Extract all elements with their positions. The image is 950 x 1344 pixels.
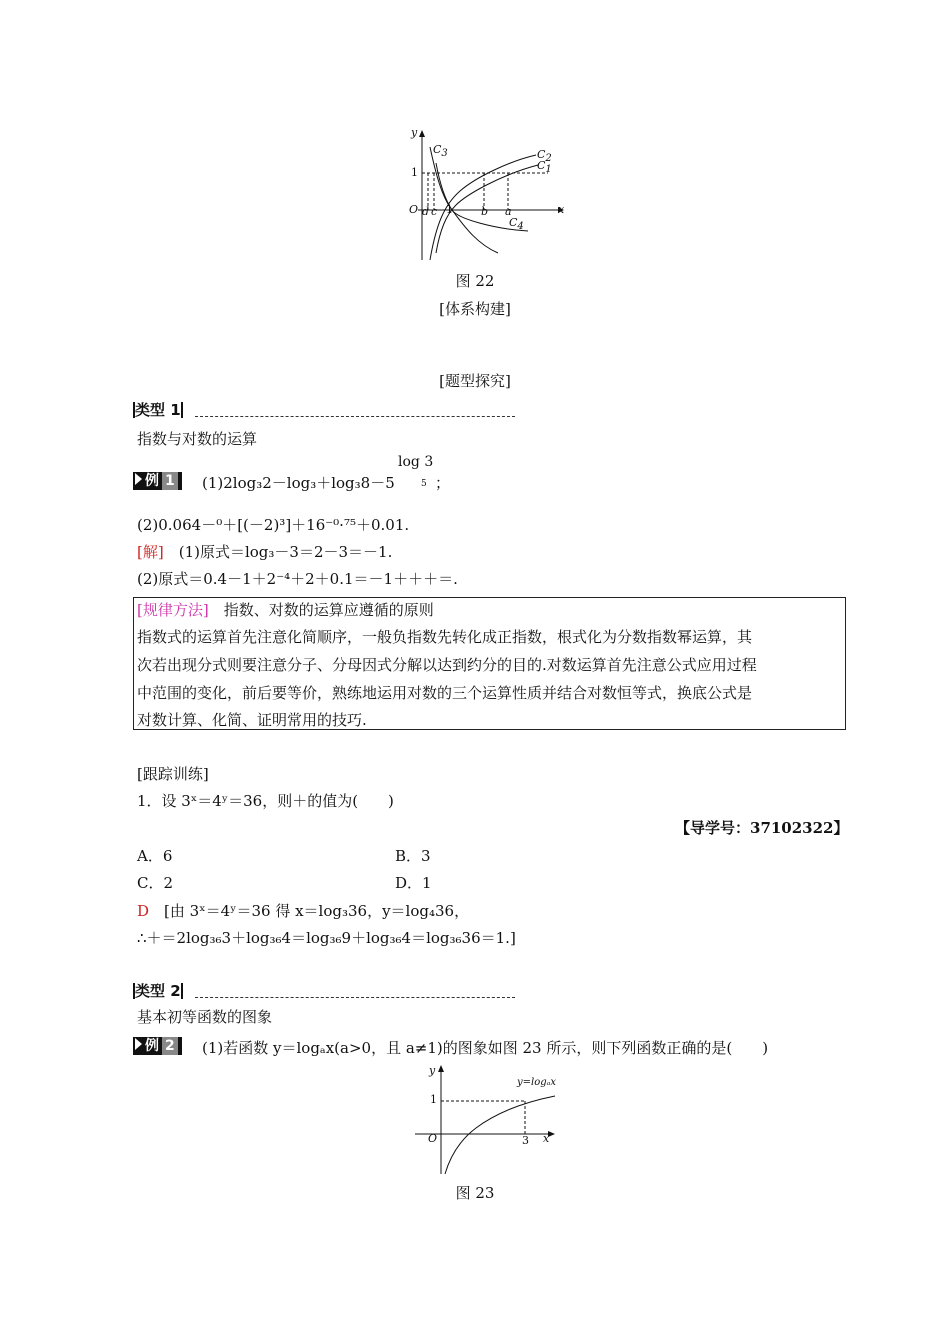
example1-exponent: log 3 (398, 454, 434, 470)
method-line-2: 次若出现分式则要注意分子、分母因式分解以达到约分的目的.对数运算首先注意公式应用过程 (137, 656, 757, 674)
method-heading: [规律方法] 指数、对数的运算应遵循的原则 (137, 601, 434, 619)
fig22-c-label: c (431, 205, 438, 218)
method-line-3: 中范围的变化，前后要等价，熟练地运用对数的三个运算性质并结合对数恒等式，换底公式是 (137, 684, 753, 702)
fig23-caption: 图 23 (455, 1184, 495, 1202)
fig22-curve-c3 (430, 147, 498, 253)
fig22-c3-label: $C_3$ (433, 143, 448, 160)
fig22-origin: O (409, 203, 419, 216)
example2-text: (1)若函数 y＝logₐx(a>0，且 a≠1)的图象如图 23 所示，则下列函数正确的是( ) (202, 1039, 769, 1057)
option-d: D．1 (395, 874, 432, 892)
fig23-x-label: x (543, 1132, 550, 1145)
example1-line1-end: ； (435, 474, 451, 492)
fig22-one-y: 1 (411, 166, 418, 179)
fig23-one-y: 1 (430, 1093, 437, 1106)
example2-tag: 例 2 (133, 1036, 182, 1055)
fig22-d-label: d (422, 205, 430, 218)
solution2: (2)原式＝0.4－1＋2⁻⁴＋2＋0.1＝－1＋＋＋＝. (137, 570, 458, 588)
option-b: B．3 (395, 847, 431, 865)
fig22-c1-label: $C_1$ (537, 159, 552, 176)
fig23-y-arrow (438, 1065, 444, 1072)
type2-title: 基本初等函数的图象 (137, 1008, 273, 1026)
method-line-4: 对数计算、化简、证明常用的技巧. (137, 711, 367, 729)
type2-divider (195, 997, 515, 998)
section-system: [体系构建] (439, 300, 511, 318)
method-label: [规律方法] (137, 601, 209, 619)
fig22-y-label: y (411, 126, 418, 139)
example1-line1: (1)2log₃2－log₃＋log₃8－5 (202, 474, 395, 492)
guide-number: 【导学号：37102322】 (675, 819, 849, 837)
answer-line-1: D [由 3ˣ＝4ʸ＝36 得 x＝log₃36，y＝log₄36， (137, 902, 470, 920)
solution-label: [解] (137, 543, 164, 561)
example1-line2: (2)0.064－⁰＋[(－2)³]＋16⁻⁰·⁷⁵＋0.01. (137, 516, 410, 534)
fig22-c4-label: $C_4$ (509, 216, 524, 233)
answer-letter: D (137, 902, 150, 920)
fig22-a-label: a (505, 205, 512, 218)
fig23-y-label: y (429, 1064, 436, 1077)
option-a: A．6 (137, 847, 173, 865)
fig22-c2-label: $C_2$ (537, 148, 552, 165)
type1-divider (195, 416, 515, 417)
section-explore: [题型探究] (439, 372, 511, 390)
fig23-three-x: 3 (522, 1134, 529, 1147)
fig22-b-label: b (481, 205, 489, 218)
fig22-one-x: 1 (446, 203, 453, 216)
type1-title: 指数与对数的运算 (137, 430, 258, 448)
fig23-curve-label: y=logₐx (517, 1077, 557, 1088)
example1-exponent-sub: 5 (421, 479, 427, 489)
fig23-origin: O (428, 1132, 438, 1145)
practice-question-1: 1．设 3ˣ＝4ʸ＝36，则＋的值为( ) (137, 792, 394, 810)
answer-line-2: ∴＋＝2log₃₆3＋log₃₆4＝log₃₆9＋log₃₆4＝log₃₆36＝1.] (137, 929, 516, 947)
type1-label: 类型 1 (135, 401, 181, 419)
type2-label: 类型 2 (135, 982, 181, 1000)
figure-22 (400, 125, 580, 265)
option-c: C．2 (137, 874, 174, 892)
method-line-1: 指数式的运算首先注意化简顺序，一般负指数先转化成正指数，根式化为分数指数幂运算，其 (137, 628, 753, 646)
fig22-x-label: x (558, 203, 565, 216)
fig22-y-arrow (419, 130, 425, 137)
fig23-log-curve (445, 1096, 555, 1174)
example1-tag: 例 1 (133, 471, 182, 490)
fig22-caption: 图 22 (455, 272, 495, 290)
solution1: [解] (1)原式＝log₃－3＝2－3＝－1. (137, 543, 393, 561)
practice-header: [跟踪训练] (137, 765, 209, 783)
